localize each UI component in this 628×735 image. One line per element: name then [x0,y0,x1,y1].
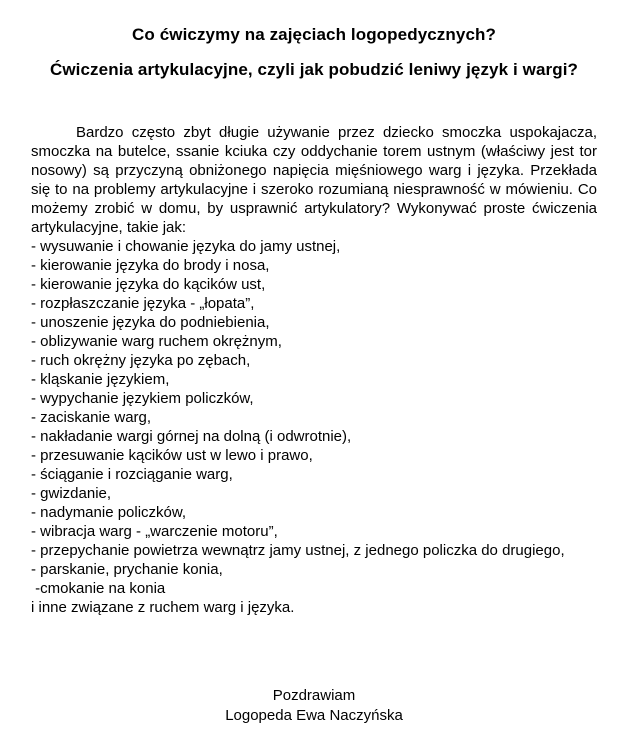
signature-line: Logopeda Ewa Naczyńska [225,707,403,724]
salutation-line: Pozdrawiam [272,687,356,704]
exercise-item: - parskanie, prychanie konia, [31,561,223,578]
exercise-item: - wypychanie językiem policzków, [31,390,254,407]
page-title: Co ćwiczymy na zajęciach logopedycznych? [132,25,496,44]
closing-line: i inne związane z ruchem warg i języka. [31,599,295,616]
exercise-item: - kierowanie języka do brody i nosa, [31,257,270,274]
exercise-item: - nadymanie policzków, [31,504,187,521]
exercise-item: - oblizywanie warg ruchem okrężnym, [31,333,282,350]
exercise-item: - unoszenie języka do podniebienia, [31,314,270,331]
exercise-item: - ściąganie i rozciąganie warg, [31,466,233,483]
intro-paragraph: Bardzo często zbyt długie używanie przez dziecko smoczka uspokajacza, smoczka na butelce, ssanie kciuka czy oddychanie torem ustnym (właściwy jest tor nosowy) są przyczyną obniżonego napięcia mięśniowego warg i języka. Przekłada się to na problemy artykulacyjne i szeroko rozumianą niesprawność w mówieniu. Co możemy zrobić w domu, by usprawnić artykulatory? Wykonywać proste ćwiczenia artykulacyjne, takie jak: [31,124,597,236]
exercise-list [31,237,597,598]
exercise-item: - nakładanie wargi górnej na dolną (i odwrotnie), [31,428,352,445]
exercise-item: - wibracja warg - „warczenie motoru”, [31,523,278,540]
exercise-item: - rozpłaszczanie języka - „łopata”, [31,295,255,312]
exercise-item: - przepychanie powietrza wewnątrz jamy ustnej, z jednego policzka do drugiego, [31,542,565,559]
page-subtitle: Ćwiczenia artykulacyjne, czyli jak pobudzić leniwy język i wargi? [49,60,579,79]
exercise-item: - kierowanie języka do kącików ust, [31,276,266,293]
exercise-item: - kląskanie językiem, [31,371,170,388]
exercise-item: - przesuwanie kącików ust w lewo i prawo, [31,447,313,464]
signature-block [31,686,597,726]
exercise-item: - ruch okrężny języka po zębach, [31,352,251,369]
exercise-item: - zaciskanie warg, [31,409,152,426]
exercise-item: - wysuwanie i chowanie języka do jamy ustnej, [31,238,341,255]
exercise-item: -cmokanie na konia [31,580,166,597]
exercise-item: - gwizdanie, [31,485,112,502]
